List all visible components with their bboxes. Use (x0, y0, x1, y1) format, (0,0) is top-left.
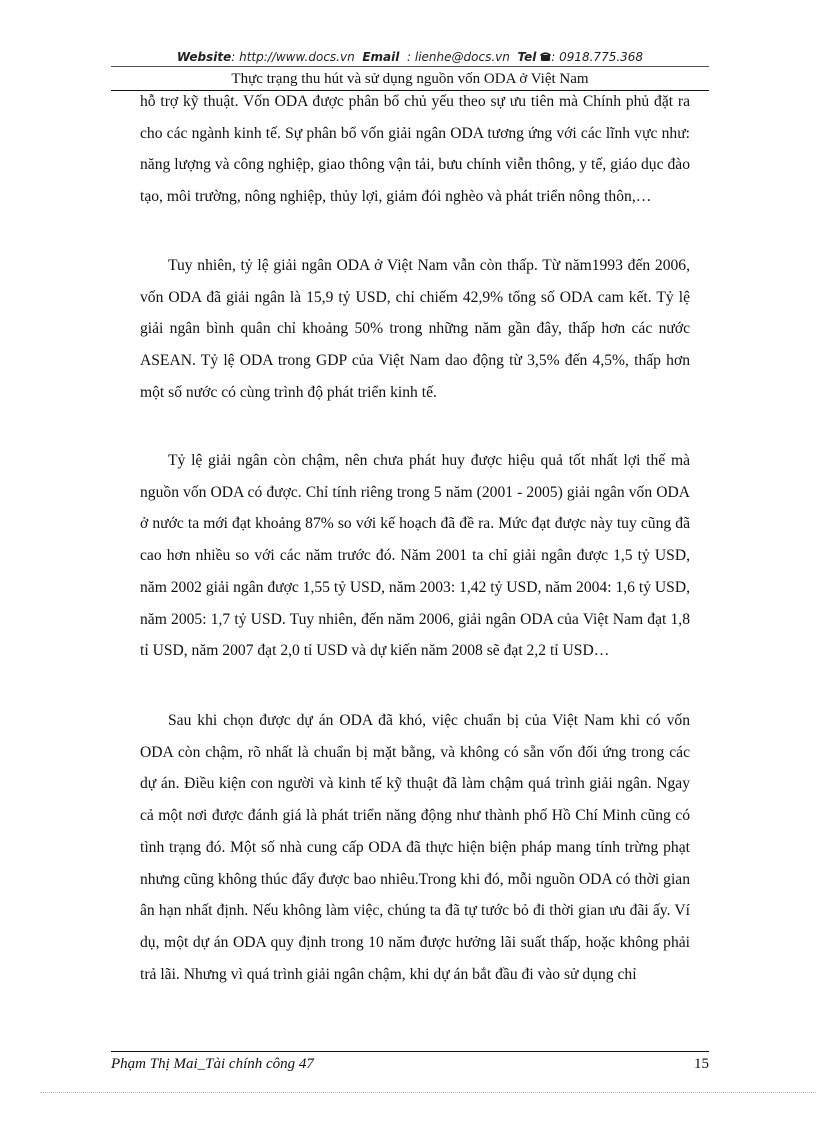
email-value[interactable]: : lienhe@docs.vn (407, 50, 510, 64)
phone-icon (540, 51, 551, 65)
header-contact-line (111, 50, 709, 65)
paragraph-1: hỗ trợ kỹ thuật. Vốn ODA được phân bổ chủ yếu theo sự ưu tiên mà Chính phủ đặt ra cho các ngành kinh tế. Sự phân bổ vốn giải ngân ODA tương ứng với các lĩnh vực như: năng lượng và công nghiệp, giao thông vận tải, bưu chính viễn thông, y tế, giáo dục đào tạo, môi trường, nông nghiệp, thủy lợi, giảm đói nghèo và phát triển nông thôn,… (140, 93, 690, 206)
running-header-title: Thực trạng thu hút và sử dụng nguồn vốn ODA ở Việt Nam (231, 71, 589, 87)
page-number: 15 (694, 1056, 709, 1072)
paragraph-2: Tuy nhiên, tỷ lệ giải ngân ODA ở Việt Nam vẫn còn thấp. Từ năm1993 đến 2006, vốn ODA đã giải ngân là 15,9 tỷ USD, chỉ chiếm 42,9% tổng số ODA cam kết. Tỷ lệ giải ngân bình quân chỉ khoảng 50% trong những năm gần đây, thấp hơn các nước ASEAN. Tỷ lệ ODA trong GDP của Việt Nam dao động từ 3,5% đến 4,5%, thấp hơn một số nước có cùng trình độ phát triển kinh tế. (140, 257, 690, 401)
header-top-rule (111, 66, 709, 67)
email-label: Email (362, 50, 400, 64)
tel-value: : 0918.775.368 (551, 50, 644, 64)
page-edge-divider (40, 1092, 816, 1093)
paragraph-3: Tỷ lệ giải ngân còn chậm, nên chưa phát huy được hiệu quả tốt nhất lợi thế mà nguồn vốn ODA có được. Chỉ tính riêng trong 5 năm (2001 - 2005) giải ngân vốn ODA ở nước ta mới đạt khoảng 87% so với kế hoạch đã đề ra. Mức đạt được này tuy cũng đã cao hơn nhiều so với các năm trước đó. Năm 2001 ta chỉ giải ngân được 1,5 tỷ USD, năm 2002 giải ngân được 1,55 tỷ USD, năm 2003: 1,42 tỷ USD, năm 2004: 1,6 tỷ USD, năm 2005: 1,7 tỷ USD. Tuy nhiên, đến năm 2006, giải ngân ODA của Việt Nam đạt 1,8 tỉ USD, năm 2007 đạt 2,0 tỉ USD và dự kiến năm 2008 sẽ đạt 2,2 tỉ USD… (140, 452, 690, 660)
tel-label: Tel (517, 50, 537, 64)
website-value[interactable]: : http://www.docs.vn (231, 50, 355, 64)
footer-rule (111, 1051, 709, 1052)
paragraph-4: Sau khi chọn được dự án ODA đã khó, việc chuẩn bị của Việt Nam khi có vốn ODA còn chậm, rõ nhất là chuẩn bị mặt bằng, và không có sẵn vốn đối ứng trong các dự án. Điều kiện con người và kinh tế kỹ thuật đã làm chậm quá trình giải ngân. Ngay cả một nơi được đánh giá là phát triển năng động như thành phố Hồ Chí Minh cũng có tình trạng đó. Một số nhà cung cấp ODA đã thực hiện biện pháp mang tính trừng phạt nhưng cũng không thúc đẩy được bao nhiêu.Trong khi đó, mỗi nguồn ODA có thời gian ân hạn nhất định. Nếu không làm việc, chúng ta đã tự tước bỏ đi thời gian ưu đãi ấy. Ví dụ, một dự án ODA quy định trong 10 năm được hưởng lãi suất thấp, hoặc không phải trả lãi. Nhưng vì quá trình giải ngân chậm, khi dự án bắt đầu đi vào sử dụng chỉ (140, 712, 690, 983)
footer-author: Phạm Thị Mai_Tài chính công 47 (111, 1056, 314, 1072)
website-label: Website (176, 50, 232, 64)
